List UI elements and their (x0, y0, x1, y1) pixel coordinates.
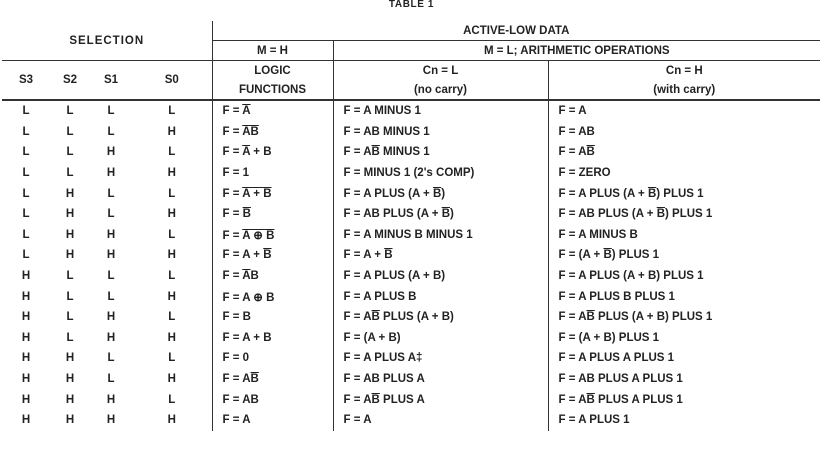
logic-function-cell (212, 204, 333, 225)
overlined-term: $\overline{B}$ (586, 146, 595, 159)
expression-text: F = (222, 208, 243, 221)
functions-header: FUNCTIONS (212, 80, 333, 100)
expression-text: F = A PLUS A PLUS 1 (558, 352, 675, 365)
overlined-term: $\overline{B}$ (242, 208, 251, 221)
with-carry-cell (548, 100, 820, 122)
cell-s3: L (22, 167, 30, 180)
expression-text: F = A PLUS (A + (343, 187, 433, 200)
overlined-term: $\overline{B}$ (250, 373, 259, 386)
cell-s3: L (22, 105, 30, 118)
table-row (2, 369, 820, 390)
overlined-term: $\overline{B}$ (384, 249, 393, 262)
expression-text: F = A + (222, 249, 264, 262)
cell-s3: L (22, 228, 30, 241)
expression-text: PLUS (A + B) (379, 311, 454, 324)
expression-text: F = A PLUS (A + B) (343, 270, 446, 283)
table-row (2, 225, 820, 246)
no-carry-cell (333, 410, 548, 431)
no-carry-cell (333, 266, 548, 287)
with-carry-cell (548, 122, 820, 143)
with-carry-cell (548, 307, 820, 328)
no-carry-cell (333, 225, 548, 246)
cell-s2: L (66, 125, 74, 138)
cell-s1: L (107, 125, 115, 138)
with-carry-cell (548, 266, 820, 287)
table-row (2, 307, 820, 328)
cell-s0: L (132, 389, 212, 410)
cell-s0: H (132, 163, 212, 184)
expression-text: PLUS A PLUS 1 (594, 393, 683, 406)
logic-function-cell (212, 410, 333, 431)
cell-s1: L (107, 290, 115, 303)
cell-s1: H (106, 167, 116, 180)
expression-text: F = A (343, 393, 372, 406)
expression-text: F = A + (343, 249, 385, 262)
logic-header: LOGIC (212, 61, 333, 81)
with-carry-cell (548, 245, 820, 266)
function-table (2, 21, 820, 431)
cell-s0: H (132, 122, 212, 143)
table-row (2, 100, 820, 122)
cell-s2: L (66, 311, 74, 324)
cell-s3: L (22, 125, 30, 138)
expression-text: F = (222, 105, 243, 118)
no-carry-cell (333, 183, 548, 204)
expression-text: F = AB PLUS (A + (343, 208, 442, 221)
expression-text: ) PLUS 1 (665, 208, 713, 221)
no-carry-cell (333, 142, 548, 163)
cell-s3: H (21, 352, 31, 365)
cell-s0: L (132, 348, 212, 369)
overlined-term: $\overline{A}$ (242, 270, 251, 283)
cell-s0: L (132, 266, 212, 287)
expression-text: PLUS A (379, 393, 425, 406)
no-carry-cell (333, 100, 548, 122)
expression-text: F = (222, 125, 243, 138)
cell-s2: L (66, 146, 74, 159)
logic-function-cell (212, 307, 333, 328)
table-row (2, 348, 820, 369)
table-row (2, 245, 820, 266)
expression-text: F = A PLUS 1 (558, 414, 630, 427)
logic-function-cell (212, 163, 333, 184)
expression-text: F = (A + B) (343, 331, 401, 344)
expression-text: F = A PLUS A‡ (343, 352, 423, 365)
cn-high-header: Cn = H (665, 64, 703, 77)
expression-text: F = A (558, 393, 587, 406)
cell-s2: H (65, 249, 75, 262)
expression-text: F = AB PLUS (A + (558, 208, 657, 221)
expression-text: F = A (343, 146, 372, 159)
cell-s3: H (21, 311, 31, 324)
overlined-term: $\overline{B}$ (656, 208, 666, 221)
expression-text: F = A + B (222, 331, 272, 344)
no-carry-cell (333, 163, 548, 184)
cell-s0: L (132, 183, 212, 204)
logic-function-cell (212, 142, 333, 163)
table-row (2, 410, 820, 431)
expression-text: F = (A + B) PLUS 1 (558, 331, 660, 344)
expression-text: F = A MINUS B (558, 228, 638, 241)
expression-text: F = AB (558, 125, 595, 138)
expression-text: F = A PLUS (A + B) PLUS 1 (558, 270, 704, 283)
cell-s0: H (132, 328, 212, 349)
cell-s0: H (132, 204, 212, 225)
table-row (2, 204, 820, 225)
expression-text: F = (222, 270, 243, 283)
cell-s1: H (106, 146, 116, 159)
expression-text: F = (222, 229, 243, 242)
cell-s0: H (132, 410, 212, 431)
expression-text: F = A (558, 146, 587, 159)
overlined-term: A ⊕ B (242, 229, 275, 242)
cell-s3: H (21, 373, 31, 386)
cell-s0: L (132, 142, 212, 163)
no-carry-cell (333, 286, 548, 307)
no-carry-cell (333, 389, 548, 410)
table-row (2, 142, 820, 163)
expression-text: F = A MINUS B MINUS 1 (343, 228, 473, 241)
cell-s1: L (107, 208, 115, 221)
active-low-data-header: ACTIVE-LOW DATA (212, 21, 820, 41)
cn-low-header: Cn = L (333, 61, 548, 81)
expression-text: F = A PLUS B (343, 290, 417, 303)
logic-function-cell (212, 348, 333, 369)
table-body (2, 100, 820, 431)
cell-s3: L (22, 208, 30, 221)
with-carry-cell (548, 410, 820, 431)
no-carry-header: (no carry) (333, 80, 548, 100)
cell-s2: L (66, 105, 74, 118)
cell-s1: H (106, 228, 116, 241)
expression-text: MINUS 1 (379, 146, 430, 159)
logic-function-cell (212, 286, 333, 307)
with-carry-cell (548, 328, 820, 349)
expression-text: F = MINUS 1 (2's COMP) (343, 167, 475, 180)
logic-function-cell (212, 245, 333, 266)
s0-header: S0 (132, 61, 212, 101)
with-carry-cell (548, 369, 820, 390)
table-row (2, 328, 820, 349)
cell-s0: L (132, 307, 212, 328)
s1-header: S1 (90, 61, 132, 101)
expression-text: F = AB MINUS 1 (343, 125, 430, 138)
expression-text: F = A ⊕ B (222, 291, 275, 304)
overlined-term: A + B (242, 187, 272, 200)
logic-function-cell (212, 100, 333, 122)
cell-s1: L (107, 352, 115, 365)
overlined-term: $\overline{B}$ (432, 187, 442, 200)
with-carry-cell (548, 389, 820, 410)
cell-s2: H (65, 352, 75, 365)
cell-s2: L (66, 290, 74, 303)
cell-s3: L (22, 249, 30, 262)
no-carry-cell (333, 348, 548, 369)
m-high-header: M = H (212, 41, 333, 61)
logic-function-cell (212, 389, 333, 410)
table-title: TABLE 1 (388, 0, 435, 8)
expression-text: F = ZERO (558, 167, 611, 180)
logic-function-cell (212, 225, 333, 246)
cell-s1: L (107, 187, 115, 200)
expression-text: B (250, 270, 259, 283)
expression-text: F = A PLUS (A + (558, 187, 648, 200)
expression-text: F = A (558, 311, 587, 324)
expression-text: F = 1 (222, 167, 250, 180)
expression-text: F = AB PLUS A (343, 373, 425, 386)
cell-s2: L (66, 270, 74, 283)
cell-s3: L (22, 146, 30, 159)
no-carry-cell (333, 122, 548, 143)
no-carry-cell (333, 328, 548, 349)
cell-s3: L (22, 187, 30, 200)
cell-s1: L (107, 105, 115, 118)
cell-s0: L (132, 225, 212, 246)
with-carry-cell (548, 348, 820, 369)
expression-text: F = A MINUS 1 (343, 105, 421, 118)
with-carry-cell (548, 204, 820, 225)
cell-s1: L (107, 373, 115, 386)
cell-s3: H (21, 393, 31, 406)
logic-function-cell (212, 122, 333, 143)
cell-s3: H (21, 290, 31, 303)
no-carry-cell (333, 307, 548, 328)
table-row (2, 183, 820, 204)
cell-s1: L (107, 270, 115, 283)
cell-s3: H (21, 414, 31, 427)
cell-s3: H (21, 270, 31, 283)
cell-s1: H (106, 414, 116, 427)
with-carry-cell (548, 225, 820, 246)
expression-text: PLUS (A + B) PLUS 1 (594, 311, 713, 324)
logic-function-cell (212, 266, 333, 287)
table-row (2, 122, 820, 143)
table-row (2, 389, 820, 410)
overlined-term: $\overline{B}$ (371, 393, 380, 406)
logic-function-cell (212, 369, 333, 390)
table-row (2, 286, 820, 307)
selection-header: SELECTION (2, 21, 212, 61)
expression-text: F = AB (222, 393, 259, 406)
cell-s1: H (106, 249, 116, 262)
cell-s2: H (65, 373, 75, 386)
cell-s0: H (132, 286, 212, 307)
overlined-term: $\overline{B}$ (647, 187, 657, 200)
expression-text: F = AB PLUS A PLUS 1 (558, 373, 683, 386)
expression-text: F = (A + (558, 249, 604, 262)
cell-s2: H (65, 393, 75, 406)
overlined-term: $\overline{B}$ (441, 208, 451, 221)
with-carry-header: (with carry) (548, 80, 820, 100)
expression-text: ) (450, 208, 454, 221)
cell-s1: H (106, 393, 116, 406)
expression-text: F = A (558, 105, 587, 118)
expression-text: ) PLUS 1 (611, 249, 660, 262)
overlined-term: $\overline{B}$ (603, 249, 612, 262)
with-carry-cell (548, 163, 820, 184)
overlined-term: $\overline{B}$ (371, 146, 380, 159)
expression-text: F = A (222, 414, 251, 427)
cell-s3: H (21, 331, 31, 344)
overlined-term: $\overline{AB}$ (242, 125, 259, 138)
overlined-term: $\overline{A}$ (242, 146, 251, 159)
expression-text: F = (222, 187, 243, 200)
table-row (2, 266, 820, 287)
expression-text: ) PLUS 1 (656, 187, 704, 200)
expression-text: F = A (222, 373, 251, 386)
table-row (2, 163, 820, 184)
overlined-term: $\overline{B}$ (371, 311, 380, 324)
overlined-term: $\overline{A}$ (242, 105, 251, 118)
with-carry-cell (548, 142, 820, 163)
s2-header: S2 (50, 61, 90, 101)
cell-s2: H (65, 187, 75, 200)
expression-text: F = A PLUS B PLUS 1 (558, 290, 675, 303)
overlined-term: $\overline{B}$ (586, 311, 595, 324)
expression-text: ) (441, 187, 446, 200)
logic-function-cell (212, 328, 333, 349)
cell-s2: H (65, 414, 75, 427)
no-carry-cell (333, 245, 548, 266)
cell-s0: L (132, 100, 212, 122)
cell-s2: H (65, 208, 75, 221)
with-carry-cell (548, 286, 820, 307)
cell-s2: L (66, 331, 74, 344)
no-carry-cell (333, 204, 548, 225)
cell-s1: H (106, 331, 116, 344)
logic-function-cell (212, 183, 333, 204)
cell-s2: H (65, 228, 75, 241)
s3-header: S3 (2, 61, 50, 101)
cell-s2: L (66, 167, 74, 180)
expression-text: F = 0 (222, 352, 250, 365)
with-carry-cell (548, 183, 820, 204)
no-carry-cell (333, 369, 548, 390)
cell-s0: H (132, 369, 212, 390)
cell-s1: H (106, 311, 116, 324)
expression-text: F = A (343, 311, 372, 324)
expression-text: + B (250, 146, 272, 159)
m-low-header: M = L; ARITHMETIC OPERATIONS (333, 41, 820, 61)
overlined-term: $\overline{B}$ (586, 393, 595, 406)
expression-text: F = A (343, 414, 372, 427)
cell-s0: H (132, 245, 212, 266)
expression-text: F = (222, 146, 243, 159)
overlined-term: $\overline{B}$ (263, 249, 272, 262)
expression-text: F = B (222, 311, 251, 324)
